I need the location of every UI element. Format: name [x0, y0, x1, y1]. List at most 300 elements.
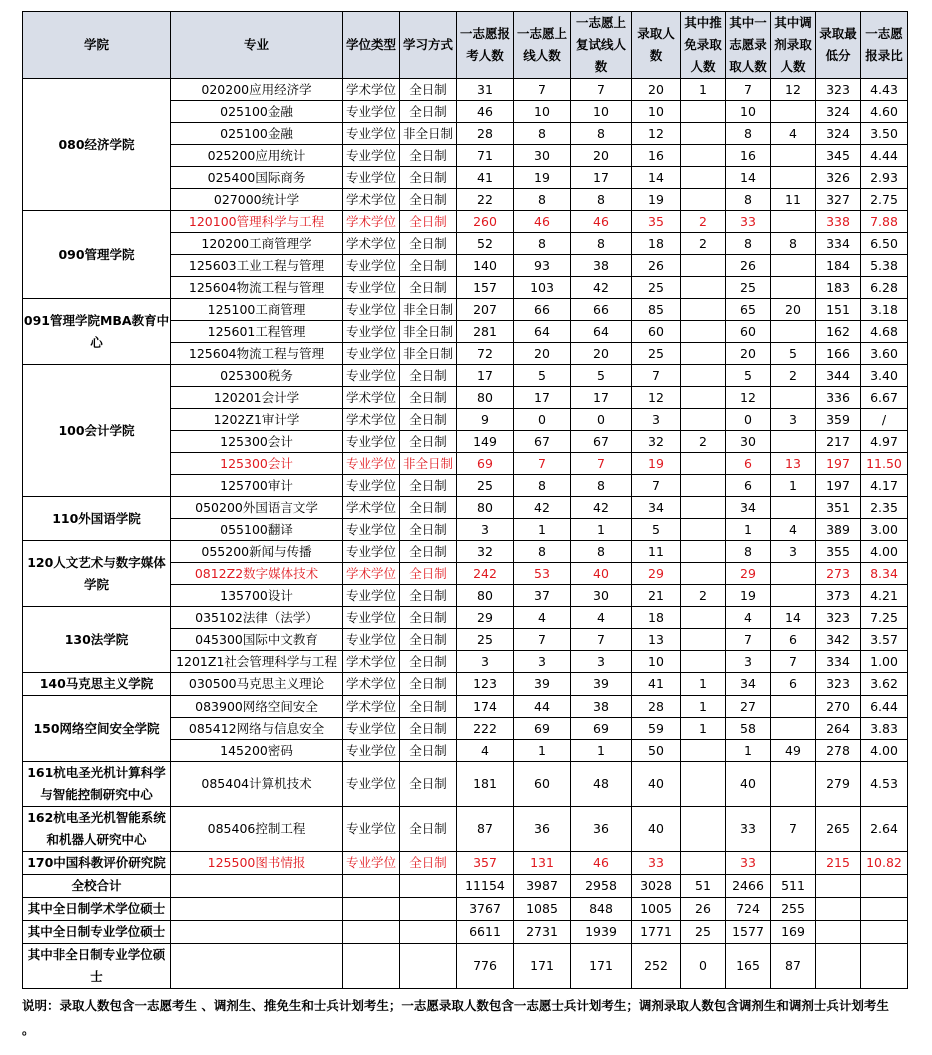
empty-cell — [171, 944, 343, 989]
degree-type-cell: 专业学位 — [343, 123, 400, 145]
min-score-cell: 334 — [816, 233, 861, 255]
min-score-total-cell — [816, 898, 861, 921]
admitted-cell: 34 — [632, 497, 681, 519]
total-row — [23, 944, 908, 989]
college-cell: 130法学院 — [23, 607, 171, 673]
admitted-cell: 10 — [632, 101, 681, 123]
major-cell: 125603工业工程与管理 — [171, 255, 343, 277]
study-mode-cell: 全日制 — [400, 696, 457, 718]
study-mode-cell: 全日制 — [400, 211, 457, 233]
study-mode-cell: 非全日制 — [400, 453, 457, 475]
degree-type-cell: 专业学位 — [343, 101, 400, 123]
retest-line-cell: 1 — [571, 740, 632, 762]
study-mode-cell: 全日制 — [400, 475, 457, 497]
recommended-cell: 2 — [681, 431, 726, 453]
admitted-cell: 18 — [632, 233, 681, 255]
study-mode-cell: 全日制 — [400, 762, 457, 807]
min-score-cell: 151 — [816, 299, 861, 321]
min-score-cell: 217 — [816, 431, 861, 453]
applicants-cell: 80 — [457, 585, 514, 607]
applicants-cell: 123 — [457, 673, 514, 696]
applicants-cell: 260 — [457, 211, 514, 233]
first-choice-admitted-cell: 29 — [726, 563, 771, 585]
degree-type-cell: 专业学位 — [343, 431, 400, 453]
first-choice-admitted-cell: 10 — [726, 101, 771, 123]
admitted-cell: 19 — [632, 189, 681, 211]
degree-type-cell: 专业学位 — [343, 365, 400, 387]
transfer-admitted-cell — [771, 277, 816, 299]
college-cell: 090管理学院 — [23, 211, 171, 299]
header-applicants: 一志愿报考人数 — [457, 12, 514, 79]
empty-cell — [171, 898, 343, 921]
above-line-cell: 8 — [514, 123, 571, 145]
applicants-cell: 174 — [457, 696, 514, 718]
college-cell: 150网络空间安全学院 — [23, 696, 171, 762]
recommended-cell — [681, 101, 726, 123]
above-line-cell: 1 — [514, 519, 571, 541]
major-cell: 125700审计 — [171, 475, 343, 497]
total-label-cell: 其中全日制学术学位硕士 — [23, 898, 171, 921]
empty-cell — [171, 921, 343, 944]
above-line-cell: 10 — [514, 101, 571, 123]
applicants-cell: 207 — [457, 299, 514, 321]
header-admitted: 录取人数 — [632, 12, 681, 79]
major-cell: 085404计算机技术 — [171, 762, 343, 807]
applicants-cell: 71 — [457, 145, 514, 167]
study-mode-cell: 全日制 — [400, 740, 457, 762]
admitted-cell: 41 — [632, 673, 681, 696]
table-row — [23, 852, 908, 875]
total-row — [23, 921, 908, 944]
min-score-cell: 389 — [816, 519, 861, 541]
recommended-total-cell: 0 — [681, 944, 726, 989]
first-choice-admitted-cell: 8 — [726, 189, 771, 211]
major-cell: 055200新闻与传播 — [171, 541, 343, 563]
transfer-admitted-cell: 6 — [771, 629, 816, 651]
recommended-cell: 1 — [681, 673, 726, 696]
retest-line-cell: 8 — [571, 541, 632, 563]
admitted-total-cell: 1771 — [632, 921, 681, 944]
study-mode-cell: 全日制 — [400, 277, 457, 299]
applicants-total-cell: 3767 — [457, 898, 514, 921]
retest-line-cell: 17 — [571, 167, 632, 189]
table-row — [23, 696, 908, 718]
recommended-cell — [681, 563, 726, 585]
applicants-cell: 149 — [457, 431, 514, 453]
table-body — [23, 79, 908, 989]
study-mode-cell: 非全日制 — [400, 321, 457, 343]
major-cell: 055100翻译 — [171, 519, 343, 541]
ratio-cell: 4.44 — [861, 145, 908, 167]
min-score-cell: 197 — [816, 453, 861, 475]
ratio-total-cell — [861, 898, 908, 921]
transfer-admitted-total-cell: 511 — [771, 875, 816, 898]
ratio-cell: 4.21 — [861, 585, 908, 607]
first-choice-admitted-cell: 7 — [726, 629, 771, 651]
recommended-cell — [681, 629, 726, 651]
degree-type-cell: 专业学位 — [343, 585, 400, 607]
min-score-cell: 355 — [816, 541, 861, 563]
degree-type-cell: 学术学位 — [343, 651, 400, 673]
major-cell: 135700设计 — [171, 585, 343, 607]
major-cell: 025100金融 — [171, 123, 343, 145]
above-line-cell: 30 — [514, 145, 571, 167]
transfer-admitted-cell: 4 — [771, 519, 816, 541]
admitted-cell: 20 — [632, 79, 681, 101]
min-score-cell: 327 — [816, 189, 861, 211]
above-line-cell: 46 — [514, 211, 571, 233]
major-cell: 035102法律（法学） — [171, 607, 343, 629]
min-score-cell: 197 — [816, 475, 861, 497]
table-row — [23, 541, 908, 563]
admitted-cell: 40 — [632, 807, 681, 852]
applicants-cell: 28 — [457, 123, 514, 145]
transfer-admitted-cell: 12 — [771, 79, 816, 101]
first-choice-admitted-cell: 3 — [726, 651, 771, 673]
admitted-cell: 18 — [632, 607, 681, 629]
retest-line-cell: 7 — [571, 79, 632, 101]
transfer-admitted-cell: 3 — [771, 541, 816, 563]
degree-type-cell: 专业学位 — [343, 475, 400, 497]
major-cell: 025300税务 — [171, 365, 343, 387]
transfer-admitted-cell: 2 — [771, 365, 816, 387]
retest-line-cell: 8 — [571, 123, 632, 145]
recommended-cell — [681, 299, 726, 321]
major-cell: 030500马克思主义理论 — [171, 673, 343, 696]
ratio-cell: 4.00 — [861, 740, 908, 762]
applicants-cell: 80 — [457, 387, 514, 409]
admitted-cell: 25 — [632, 277, 681, 299]
transfer-admitted-cell: 8 — [771, 233, 816, 255]
ratio-cell: 3.60 — [861, 343, 908, 365]
first-choice-admitted-total-cell: 2466 — [726, 875, 771, 898]
applicants-cell: 32 — [457, 541, 514, 563]
first-choice-admitted-cell: 5 — [726, 365, 771, 387]
admitted-cell: 12 — [632, 123, 681, 145]
ratio-cell: 3.40 — [861, 365, 908, 387]
degree-type-cell: 专业学位 — [343, 277, 400, 299]
admitted-total-cell: 3028 — [632, 875, 681, 898]
min-score-cell: 166 — [816, 343, 861, 365]
admitted-cell: 13 — [632, 629, 681, 651]
transfer-admitted-cell: 6 — [771, 673, 816, 696]
degree-type-cell: 学术学位 — [343, 563, 400, 585]
transfer-admitted-cell — [771, 387, 816, 409]
degree-type-cell: 学术学位 — [343, 497, 400, 519]
ratio-cell: 3.57 — [861, 629, 908, 651]
first-choice-admitted-cell: 25 — [726, 277, 771, 299]
recommended-cell: 2 — [681, 233, 726, 255]
recommended-cell — [681, 167, 726, 189]
first-choice-admitted-cell: 33 — [726, 852, 771, 875]
retest-line-cell: 4 — [571, 607, 632, 629]
retest-line-cell: 8 — [571, 189, 632, 211]
transfer-admitted-cell: 13 — [771, 453, 816, 475]
first-choice-admitted-total-cell: 165 — [726, 944, 771, 989]
first-choice-admitted-cell: 1 — [726, 740, 771, 762]
recommended-cell — [681, 651, 726, 673]
major-cell: 085406控制工程 — [171, 807, 343, 852]
recommended-cell — [681, 343, 726, 365]
study-mode-cell: 全日制 — [400, 233, 457, 255]
study-mode-cell: 全日制 — [400, 255, 457, 277]
transfer-admitted-cell: 20 — [771, 299, 816, 321]
header-college: 学院 — [23, 12, 171, 79]
retest-line-total-cell: 1939 — [571, 921, 632, 944]
retest-line-cell: 8 — [571, 233, 632, 255]
admitted-cell: 21 — [632, 585, 681, 607]
applicants-cell: 69 — [457, 453, 514, 475]
retest-line-cell: 30 — [571, 585, 632, 607]
applicants-cell: 22 — [457, 189, 514, 211]
applicants-cell: 72 — [457, 343, 514, 365]
college-cell: 161杭电圣光机计算科学与智能控制研究中心 — [23, 762, 171, 807]
ratio-cell: 3.00 — [861, 519, 908, 541]
ratio-cell: 4.43 — [861, 79, 908, 101]
applicants-cell: 242 — [457, 563, 514, 585]
ratio-total-cell — [861, 944, 908, 989]
retest-line-cell: 7 — [571, 629, 632, 651]
admitted-cell: 29 — [632, 563, 681, 585]
empty-cell — [400, 898, 457, 921]
applicants-cell: 46 — [457, 101, 514, 123]
transfer-admitted-cell — [771, 563, 816, 585]
admitted-cell: 59 — [632, 718, 681, 740]
total-label-cell: 其中非全日制专业学位硕士 — [23, 944, 171, 989]
study-mode-cell: 全日制 — [400, 651, 457, 673]
above-line-cell: 7 — [514, 629, 571, 651]
ratio-cell: 2.35 — [861, 497, 908, 519]
applicants-cell: 3 — [457, 651, 514, 673]
admitted-cell: 33 — [632, 852, 681, 875]
college-cell: 170中国科教评价研究院 — [23, 852, 171, 875]
applicants-cell: 41 — [457, 167, 514, 189]
total-label-cell: 全校合计 — [23, 875, 171, 898]
transfer-admitted-cell — [771, 852, 816, 875]
above-line-cell: 66 — [514, 299, 571, 321]
college-cell: 100会计学院 — [23, 365, 171, 497]
study-mode-cell: 全日制 — [400, 852, 457, 875]
above-line-cell: 39 — [514, 673, 571, 696]
min-score-cell: 270 — [816, 696, 861, 718]
retest-line-cell: 46 — [571, 852, 632, 875]
ratio-cell: 7.25 — [861, 607, 908, 629]
first-choice-admitted-cell: 4 — [726, 607, 771, 629]
ratio-cell: 6.50 — [861, 233, 908, 255]
header-first-choice-admitted: 其中一志愿录取人数 — [726, 12, 771, 79]
retest-line-cell: 20 — [571, 145, 632, 167]
above-line-cell: 8 — [514, 541, 571, 563]
applicants-cell: 281 — [457, 321, 514, 343]
retest-line-cell: 64 — [571, 321, 632, 343]
study-mode-cell: 非全日制 — [400, 123, 457, 145]
first-choice-admitted-cell: 1 — [726, 519, 771, 541]
admitted-cell: 16 — [632, 145, 681, 167]
admitted-cell: 25 — [632, 343, 681, 365]
table-row — [23, 299, 908, 321]
header-above-line: 一志愿上线人数 — [514, 12, 571, 79]
recommended-cell — [681, 453, 726, 475]
table-row — [23, 607, 908, 629]
recommended-cell — [681, 387, 726, 409]
table-row — [23, 807, 908, 852]
first-choice-admitted-cell: 33 — [726, 211, 771, 233]
ratio-cell: 4.68 — [861, 321, 908, 343]
min-score-cell: 334 — [816, 651, 861, 673]
applicants-cell: 157 — [457, 277, 514, 299]
retest-line-cell: 7 — [571, 453, 632, 475]
applicants-cell: 222 — [457, 718, 514, 740]
transfer-admitted-cell: 4 — [771, 123, 816, 145]
degree-type-cell: 学术学位 — [343, 409, 400, 431]
table-row — [23, 79, 908, 101]
total-row — [23, 875, 908, 898]
retest-line-cell: 42 — [571, 497, 632, 519]
min-score-cell: 336 — [816, 387, 861, 409]
degree-type-cell: 专业学位 — [343, 167, 400, 189]
header-study-mode: 学习方式 — [400, 12, 457, 79]
major-cell: 125300会计 — [171, 453, 343, 475]
retest-line-cell: 69 — [571, 718, 632, 740]
empty-cell — [343, 898, 400, 921]
ratio-cell: 6.67 — [861, 387, 908, 409]
first-choice-admitted-cell: 33 — [726, 807, 771, 852]
min-score-cell: 359 — [816, 409, 861, 431]
above-line-cell: 8 — [514, 233, 571, 255]
transfer-admitted-cell: 7 — [771, 807, 816, 852]
applicants-cell: 31 — [457, 79, 514, 101]
first-choice-admitted-cell: 16 — [726, 145, 771, 167]
degree-type-cell: 学术学位 — [343, 211, 400, 233]
ratio-cell: 4.53 — [861, 762, 908, 807]
above-line-cell: 7 — [514, 79, 571, 101]
recommended-cell: 1 — [681, 79, 726, 101]
recommended-cell — [681, 409, 726, 431]
college-cell: 120人文艺术与数字媒体学院 — [23, 541, 171, 607]
applicants-total-cell: 6611 — [457, 921, 514, 944]
recommended-cell — [681, 145, 726, 167]
applicants-cell: 87 — [457, 807, 514, 852]
recommended-cell — [681, 189, 726, 211]
transfer-admitted-cell — [771, 321, 816, 343]
recommended-cell: 1 — [681, 696, 726, 718]
total-label-cell: 其中全日制专业学位硕士 — [23, 921, 171, 944]
first-choice-admitted-cell: 8 — [726, 233, 771, 255]
study-mode-cell: 全日制 — [400, 497, 457, 519]
ratio-cell: / — [861, 409, 908, 431]
transfer-admitted-cell — [771, 497, 816, 519]
above-line-total-cell: 1085 — [514, 898, 571, 921]
admitted-total-cell: 1005 — [632, 898, 681, 921]
college-cell: 140马克思主义学院 — [23, 673, 171, 696]
footnote: 说明：录取人数包含一志愿考生 、调剂生、推免生和士兵计划考生；一志愿录取人数包含一志愿士兵计划考生；调剂录取人数包含调剂生和调剂士兵计划考生 。 — [22, 998, 889, 1037]
study-mode-cell: 全日制 — [400, 585, 457, 607]
first-choice-admitted-cell: 12 — [726, 387, 771, 409]
admission-table-container — [22, 11, 908, 989]
ratio-cell: 8.34 — [861, 563, 908, 585]
transfer-admitted-total-cell: 169 — [771, 921, 816, 944]
first-choice-admitted-cell: 6 — [726, 475, 771, 497]
college-cell: 162杭电圣光机智能系统和机器人研究中心 — [23, 807, 171, 852]
study-mode-cell: 全日制 — [400, 541, 457, 563]
ratio-cell: 7.88 — [861, 211, 908, 233]
recommended-cell — [681, 365, 726, 387]
ratio-cell: 3.18 — [861, 299, 908, 321]
above-line-cell: 1 — [514, 740, 571, 762]
min-score-total-cell — [816, 944, 861, 989]
empty-cell — [171, 875, 343, 898]
retest-line-cell: 3 — [571, 651, 632, 673]
transfer-admitted-cell — [771, 431, 816, 453]
degree-type-cell: 专业学位 — [343, 343, 400, 365]
min-score-cell: 323 — [816, 607, 861, 629]
header-ratio: 一志愿报录比 — [861, 12, 908, 79]
above-line-cell: 64 — [514, 321, 571, 343]
retest-line-cell: 36 — [571, 807, 632, 852]
applicants-cell: 140 — [457, 255, 514, 277]
retest-line-cell: 8 — [571, 475, 632, 497]
above-line-cell: 19 — [514, 167, 571, 189]
major-cell: 020200应用经济学 — [171, 79, 343, 101]
empty-cell — [343, 944, 400, 989]
min-score-total-cell — [816, 875, 861, 898]
min-score-cell: 342 — [816, 629, 861, 651]
recommended-cell — [681, 475, 726, 497]
ratio-cell: 10.82 — [861, 852, 908, 875]
transfer-admitted-cell: 1 — [771, 475, 816, 497]
first-choice-admitted-cell: 7 — [726, 79, 771, 101]
above-line-total-cell: 3987 — [514, 875, 571, 898]
above-line-cell: 67 — [514, 431, 571, 453]
first-choice-admitted-cell: 6 — [726, 453, 771, 475]
recommended-cell — [681, 519, 726, 541]
retest-line-total-cell: 171 — [571, 944, 632, 989]
transfer-admitted-cell: 3 — [771, 409, 816, 431]
transfer-admitted-cell — [771, 167, 816, 189]
min-score-cell: 184 — [816, 255, 861, 277]
transfer-admitted-cell — [771, 585, 816, 607]
study-mode-cell: 全日制 — [400, 563, 457, 585]
ratio-cell: 5.38 — [861, 255, 908, 277]
recommended-cell — [681, 852, 726, 875]
study-mode-cell: 全日制 — [400, 387, 457, 409]
study-mode-cell: 非全日制 — [400, 299, 457, 321]
recommended-cell — [681, 762, 726, 807]
min-score-cell: 326 — [816, 167, 861, 189]
admitted-cell: 11 — [632, 541, 681, 563]
min-score-cell: 345 — [816, 145, 861, 167]
retest-line-cell: 5 — [571, 365, 632, 387]
first-choice-admitted-cell: 34 — [726, 673, 771, 696]
major-cell: 025100金融 — [171, 101, 343, 123]
recommended-cell — [681, 497, 726, 519]
major-cell: 083900网络空间安全 — [171, 696, 343, 718]
admitted-cell: 40 — [632, 762, 681, 807]
above-line-cell: 0 — [514, 409, 571, 431]
ratio-cell: 4.97 — [861, 431, 908, 453]
recommended-cell — [681, 321, 726, 343]
header-degree-type: 学位类型 — [343, 12, 400, 79]
above-line-cell: 60 — [514, 762, 571, 807]
retest-line-cell: 17 — [571, 387, 632, 409]
above-line-cell: 7 — [514, 453, 571, 475]
retest-line-total-cell: 848 — [571, 898, 632, 921]
degree-type-cell: 专业学位 — [343, 718, 400, 740]
first-choice-admitted-cell: 26 — [726, 255, 771, 277]
empty-cell — [343, 875, 400, 898]
above-line-cell: 103 — [514, 277, 571, 299]
retest-line-cell: 46 — [571, 211, 632, 233]
